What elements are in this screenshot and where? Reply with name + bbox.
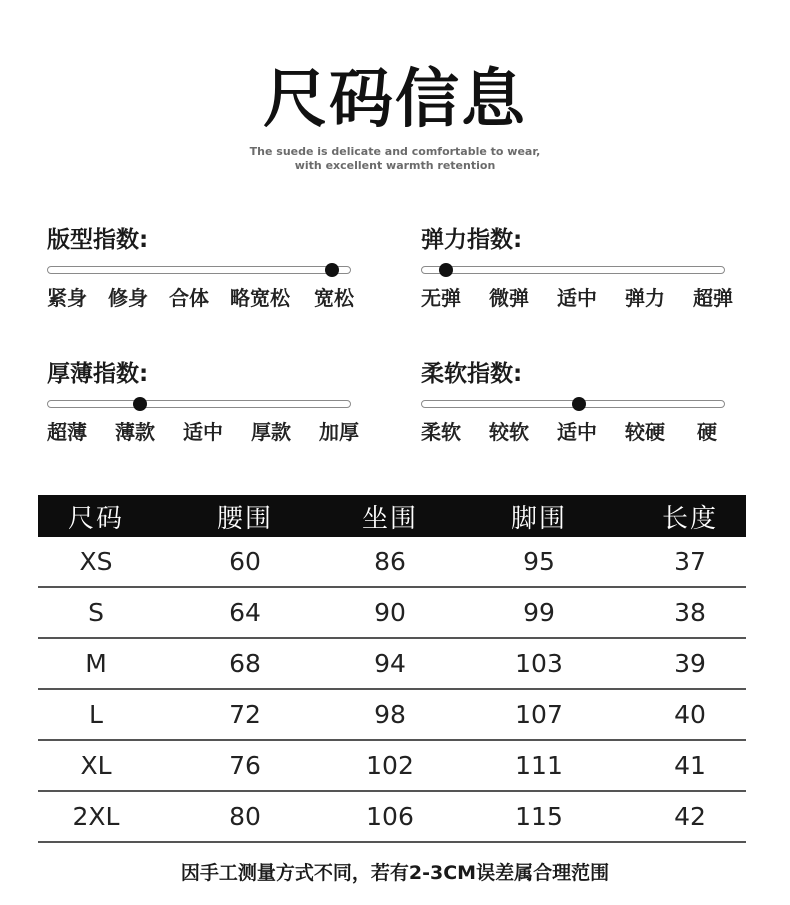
softness-option: 较硬	[625, 420, 665, 444]
header-length: 长度	[634, 495, 746, 537]
fit-index	[47, 224, 355, 310]
elasticity-index	[421, 224, 733, 310]
elasticity-option: 适中	[557, 286, 597, 310]
cell-hem: 99	[444, 587, 634, 638]
cell-waist: 80	[154, 791, 336, 842]
fit-index-options	[47, 282, 355, 312]
cell-hip: 106	[336, 791, 444, 842]
cell-hem: 103	[444, 638, 634, 689]
cell-waist: 76	[154, 740, 336, 791]
size-table	[38, 495, 746, 843]
cell-length: 38	[634, 587, 746, 638]
cell-length: 42	[634, 791, 746, 842]
table-header-row	[38, 495, 746, 537]
cell-length: 40	[634, 689, 746, 740]
softness-option: 硬	[697, 420, 717, 444]
thickness-option: 适中	[183, 420, 223, 444]
cell-hip: 94	[336, 638, 444, 689]
cell-size: M	[38, 638, 154, 689]
fit-option: 紧身	[47, 286, 87, 310]
thickness-index-options	[47, 416, 359, 446]
softness-index	[421, 358, 729, 444]
table-row	[38, 740, 746, 791]
cell-hip: 86	[336, 537, 444, 587]
cell-size: 2XL	[38, 791, 154, 842]
cell-waist: 64	[154, 587, 336, 638]
thickness-option: 薄款	[115, 420, 155, 444]
page-title: 尺码信息	[263, 63, 527, 137]
cell-length: 41	[634, 740, 746, 791]
cell-hem: 95	[444, 537, 634, 587]
header-size: 尺码	[38, 495, 154, 537]
elasticity-option: 微弹	[489, 286, 529, 310]
table-row	[38, 537, 746, 587]
cell-size: L	[38, 689, 154, 740]
cell-hem: 115	[444, 791, 634, 842]
elasticity-option: 弹力	[625, 286, 665, 310]
elasticity-index-label: 弹力指数:	[421, 227, 523, 253]
fit-option: 略宽松	[230, 286, 290, 310]
cell-hem: 107	[444, 689, 634, 740]
fit-option: 修身	[108, 286, 148, 310]
thickness-index-marker	[133, 397, 147, 411]
fit-index-label: 版型指数:	[47, 227, 149, 253]
cell-hem: 111	[444, 740, 634, 791]
cell-waist: 60	[154, 537, 336, 587]
elasticity-option: 无弹	[421, 286, 461, 310]
cell-length: 37	[634, 537, 746, 587]
header-hem: 脚围	[444, 495, 634, 537]
thickness-option: 厚款	[251, 420, 291, 444]
header-hip: 坐围	[336, 495, 444, 537]
thickness-option: 超薄	[47, 420, 87, 444]
table-row	[38, 689, 746, 740]
fit-index-track	[47, 266, 351, 274]
elasticity-index-track	[421, 266, 725, 274]
table-row	[38, 791, 746, 842]
elasticity-index-options	[421, 282, 733, 312]
subtitle-line-2: with excellent warmth retention	[294, 159, 496, 172]
cell-size: XS	[38, 537, 154, 587]
thickness-index-track	[47, 400, 351, 408]
cell-hip: 102	[336, 740, 444, 791]
cell-waist: 72	[154, 689, 336, 740]
fit-option: 合体	[169, 286, 209, 310]
fit-index-marker	[325, 263, 339, 277]
softness-option: 较软	[489, 420, 529, 444]
table-row	[38, 638, 746, 689]
elasticity-option: 超弹	[693, 286, 733, 310]
thickness-index-label: 厚薄指数:	[47, 361, 149, 387]
measurement-note: 因手工测量方式不同，若有2-3CM误差属合理范围	[180, 862, 610, 884]
elasticity-index-marker	[439, 263, 453, 277]
subtitle	[0, 145, 790, 173]
softness-index-marker	[572, 397, 586, 411]
cell-hip: 90	[336, 587, 444, 638]
table-row	[38, 587, 746, 638]
softness-option: 柔软	[421, 420, 461, 444]
softness-option: 适中	[557, 420, 597, 444]
softness-index-options	[421, 416, 729, 446]
softness-index-label: 柔软指数:	[421, 361, 523, 387]
cell-size: XL	[38, 740, 154, 791]
cell-length: 39	[634, 638, 746, 689]
thickness-index	[47, 358, 359, 444]
cell-size: S	[38, 587, 154, 638]
cell-hip: 98	[336, 689, 444, 740]
thickness-option: 加厚	[319, 420, 359, 444]
subtitle-line-1: The suede is delicate and comfortable to wear,	[249, 145, 541, 158]
cell-waist: 68	[154, 638, 336, 689]
fit-option: 宽松	[314, 286, 354, 310]
header-waist: 腰围	[154, 495, 336, 537]
